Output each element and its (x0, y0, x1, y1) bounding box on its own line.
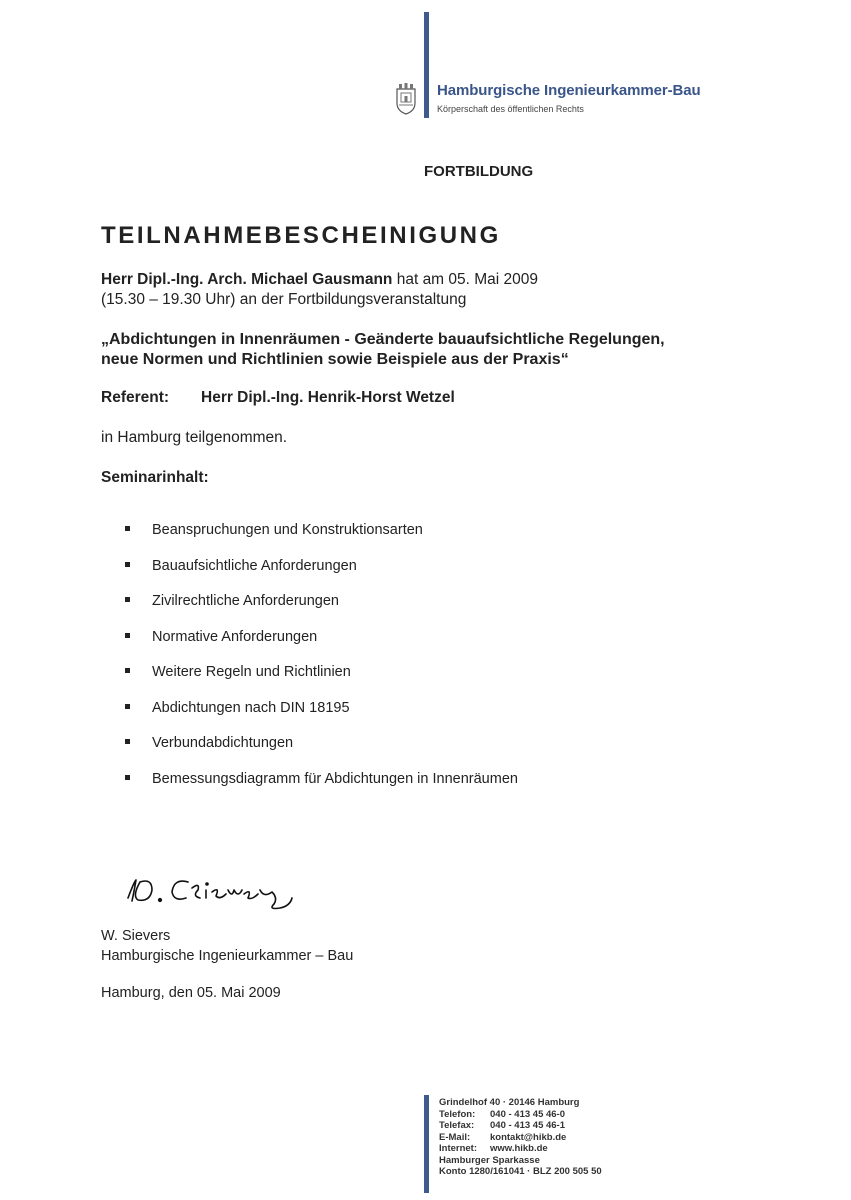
handwritten-signature (122, 868, 302, 918)
course-title-line2: neue Normen und Richtlinien sowie Beispiele aus der Praxis“ (101, 351, 569, 368)
footer-contact (439, 1097, 602, 1178)
header-accent-bar (424, 12, 429, 118)
place-text: in Hamburg teilgenommen. (101, 429, 288, 446)
signer-org: Hamburgische Ingenieurkammer – Bau (101, 948, 354, 964)
email-value: kontakt@hikb.de (490, 1131, 567, 1143)
signer-block (101, 926, 353, 966)
email-label: E-Mail: (439, 1131, 471, 1143)
bullet-icon (125, 668, 130, 673)
course-title (101, 330, 665, 370)
footer-bank: Hamburger Sparkasse (439, 1154, 540, 1166)
fax-value: 040 - 413 45 46-1 (490, 1120, 566, 1131)
footer-accent-bar (424, 1095, 429, 1193)
signer-name: W. Sievers (101, 928, 171, 944)
document-title: TEILNAHMEBESCHEINIGUNG (101, 222, 501, 249)
org-subtitle: Körperschaft des öffentlichen Rechts (437, 104, 584, 114)
participant-name: Herr Dipl.-Ing. Arch. Michael Gausmann (101, 271, 393, 288)
referent-label: Referent: (101, 389, 170, 406)
footer-address: Grindelhof 40 · 20146 Hamburg (439, 1097, 580, 1108)
web-value: www.hikb.de (490, 1143, 548, 1154)
bullet-icon (125, 704, 130, 709)
coat-of-arms-icon (395, 83, 417, 115)
document-category: FORTBILDUNG (424, 163, 534, 180)
phone-label: Telefon: (439, 1108, 476, 1120)
footer-email-row (439, 1132, 602, 1144)
bullet-icon (125, 526, 130, 531)
intro-paragraph (101, 270, 538, 310)
intro-date-text: hat am 05. Mai 2009 (392, 271, 539, 288)
date-line: Hamburg, den 05. Mai 2009 (101, 985, 281, 1001)
footer-account: Konto 1280/161041 · BLZ 200 505 50 (439, 1166, 602, 1177)
fax-label: Telefax: (439, 1120, 475, 1131)
referent-name: Herr Dipl.-Ing. Henrik-Horst Wetzel (201, 389, 455, 406)
bullet-icon (125, 633, 130, 638)
web-label: Internet: (439, 1143, 477, 1154)
bullet-icon (125, 739, 130, 744)
phone-value: 040 - 413 45 46-0 (490, 1108, 566, 1120)
bullet-icon (125, 562, 130, 567)
course-title-line1: „Abdichtungen in Innenräumen - Geänderte bauaufsichtliche Regelungen, (101, 331, 665, 348)
intro-time-text: (15.30 – 19.30 Uhr) an der Fortbildungsveranstaltung (101, 291, 467, 308)
bullet-icon (125, 597, 130, 602)
footer-fax-row (439, 1120, 602, 1132)
footer-phone-row (439, 1109, 602, 1121)
org-name: Hamburgische Ingenieurkammer-Bau (437, 82, 701, 99)
seminar-heading: Seminarinhalt: (101, 469, 209, 486)
footer-web-row (439, 1143, 602, 1155)
bullet-icon (125, 775, 130, 780)
